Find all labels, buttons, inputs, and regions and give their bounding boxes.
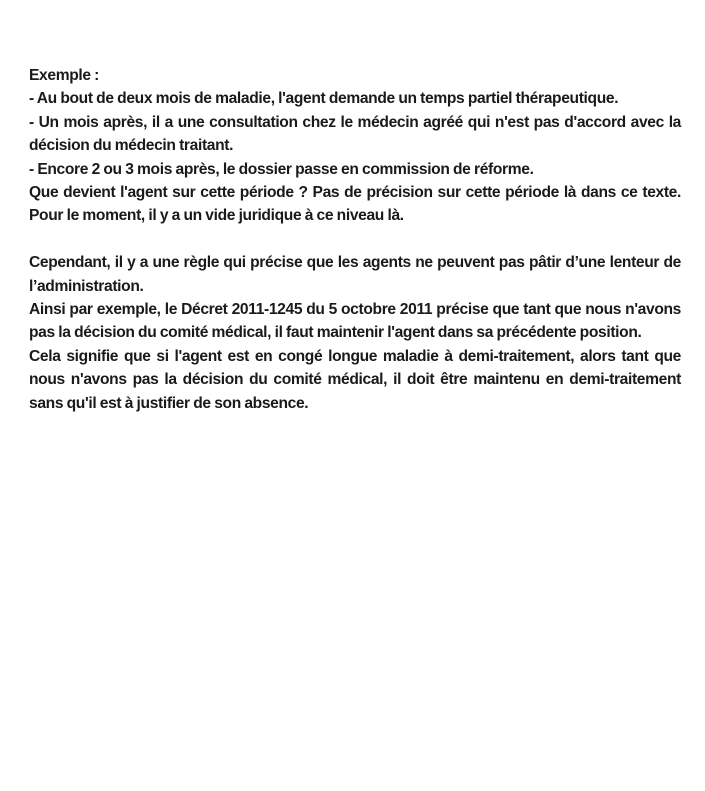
paragraph-spacer: [29, 228, 681, 251]
example-item: - Encore 2 ou 3 mois après, le dossier passe en commission de réforme.: [29, 160, 534, 178]
example-item: - Au bout de deux mois de maladie, l'agent demande un temps partiel thérapeutique.: [29, 90, 619, 108]
decree-paragraph: Ainsi par exemple, le Décret 2011-1245 du 5 octobre 2011 précise que tant que nous n'avons pas la décision du comité médical, il faut maintenir l'agent dans sa précédente position.: [29, 301, 681, 342]
document-body: [29, 64, 681, 415]
example-heading: Exemple :: [29, 67, 100, 84]
example-item: - Un mois après, il a une consultation chez le médecin agréé qui n'est pas d'accord avec la décision du médecin traitant.: [29, 113, 681, 155]
question-paragraph: Que devient l'agent sur cette période ? Pas de précision sur cette période là dans ce texte. Pour le moment, il y a un vide juridique à ce niveau là.: [29, 184, 681, 225]
meaning-paragraph: Cela signifie que si l'agent est en congé longue maladie à demi-traitement, alors tant que nous n'avons pas la décision du comité médical, il doit être maintenu en demi-traitement sans qu'il est à justifier de son absence.: [29, 347, 681, 412]
rule-paragraph: Cependant, il y a une règle qui précise que les agents ne peuvent pas pâtir d’une lenteur de l’administration.: [29, 254, 681, 295]
